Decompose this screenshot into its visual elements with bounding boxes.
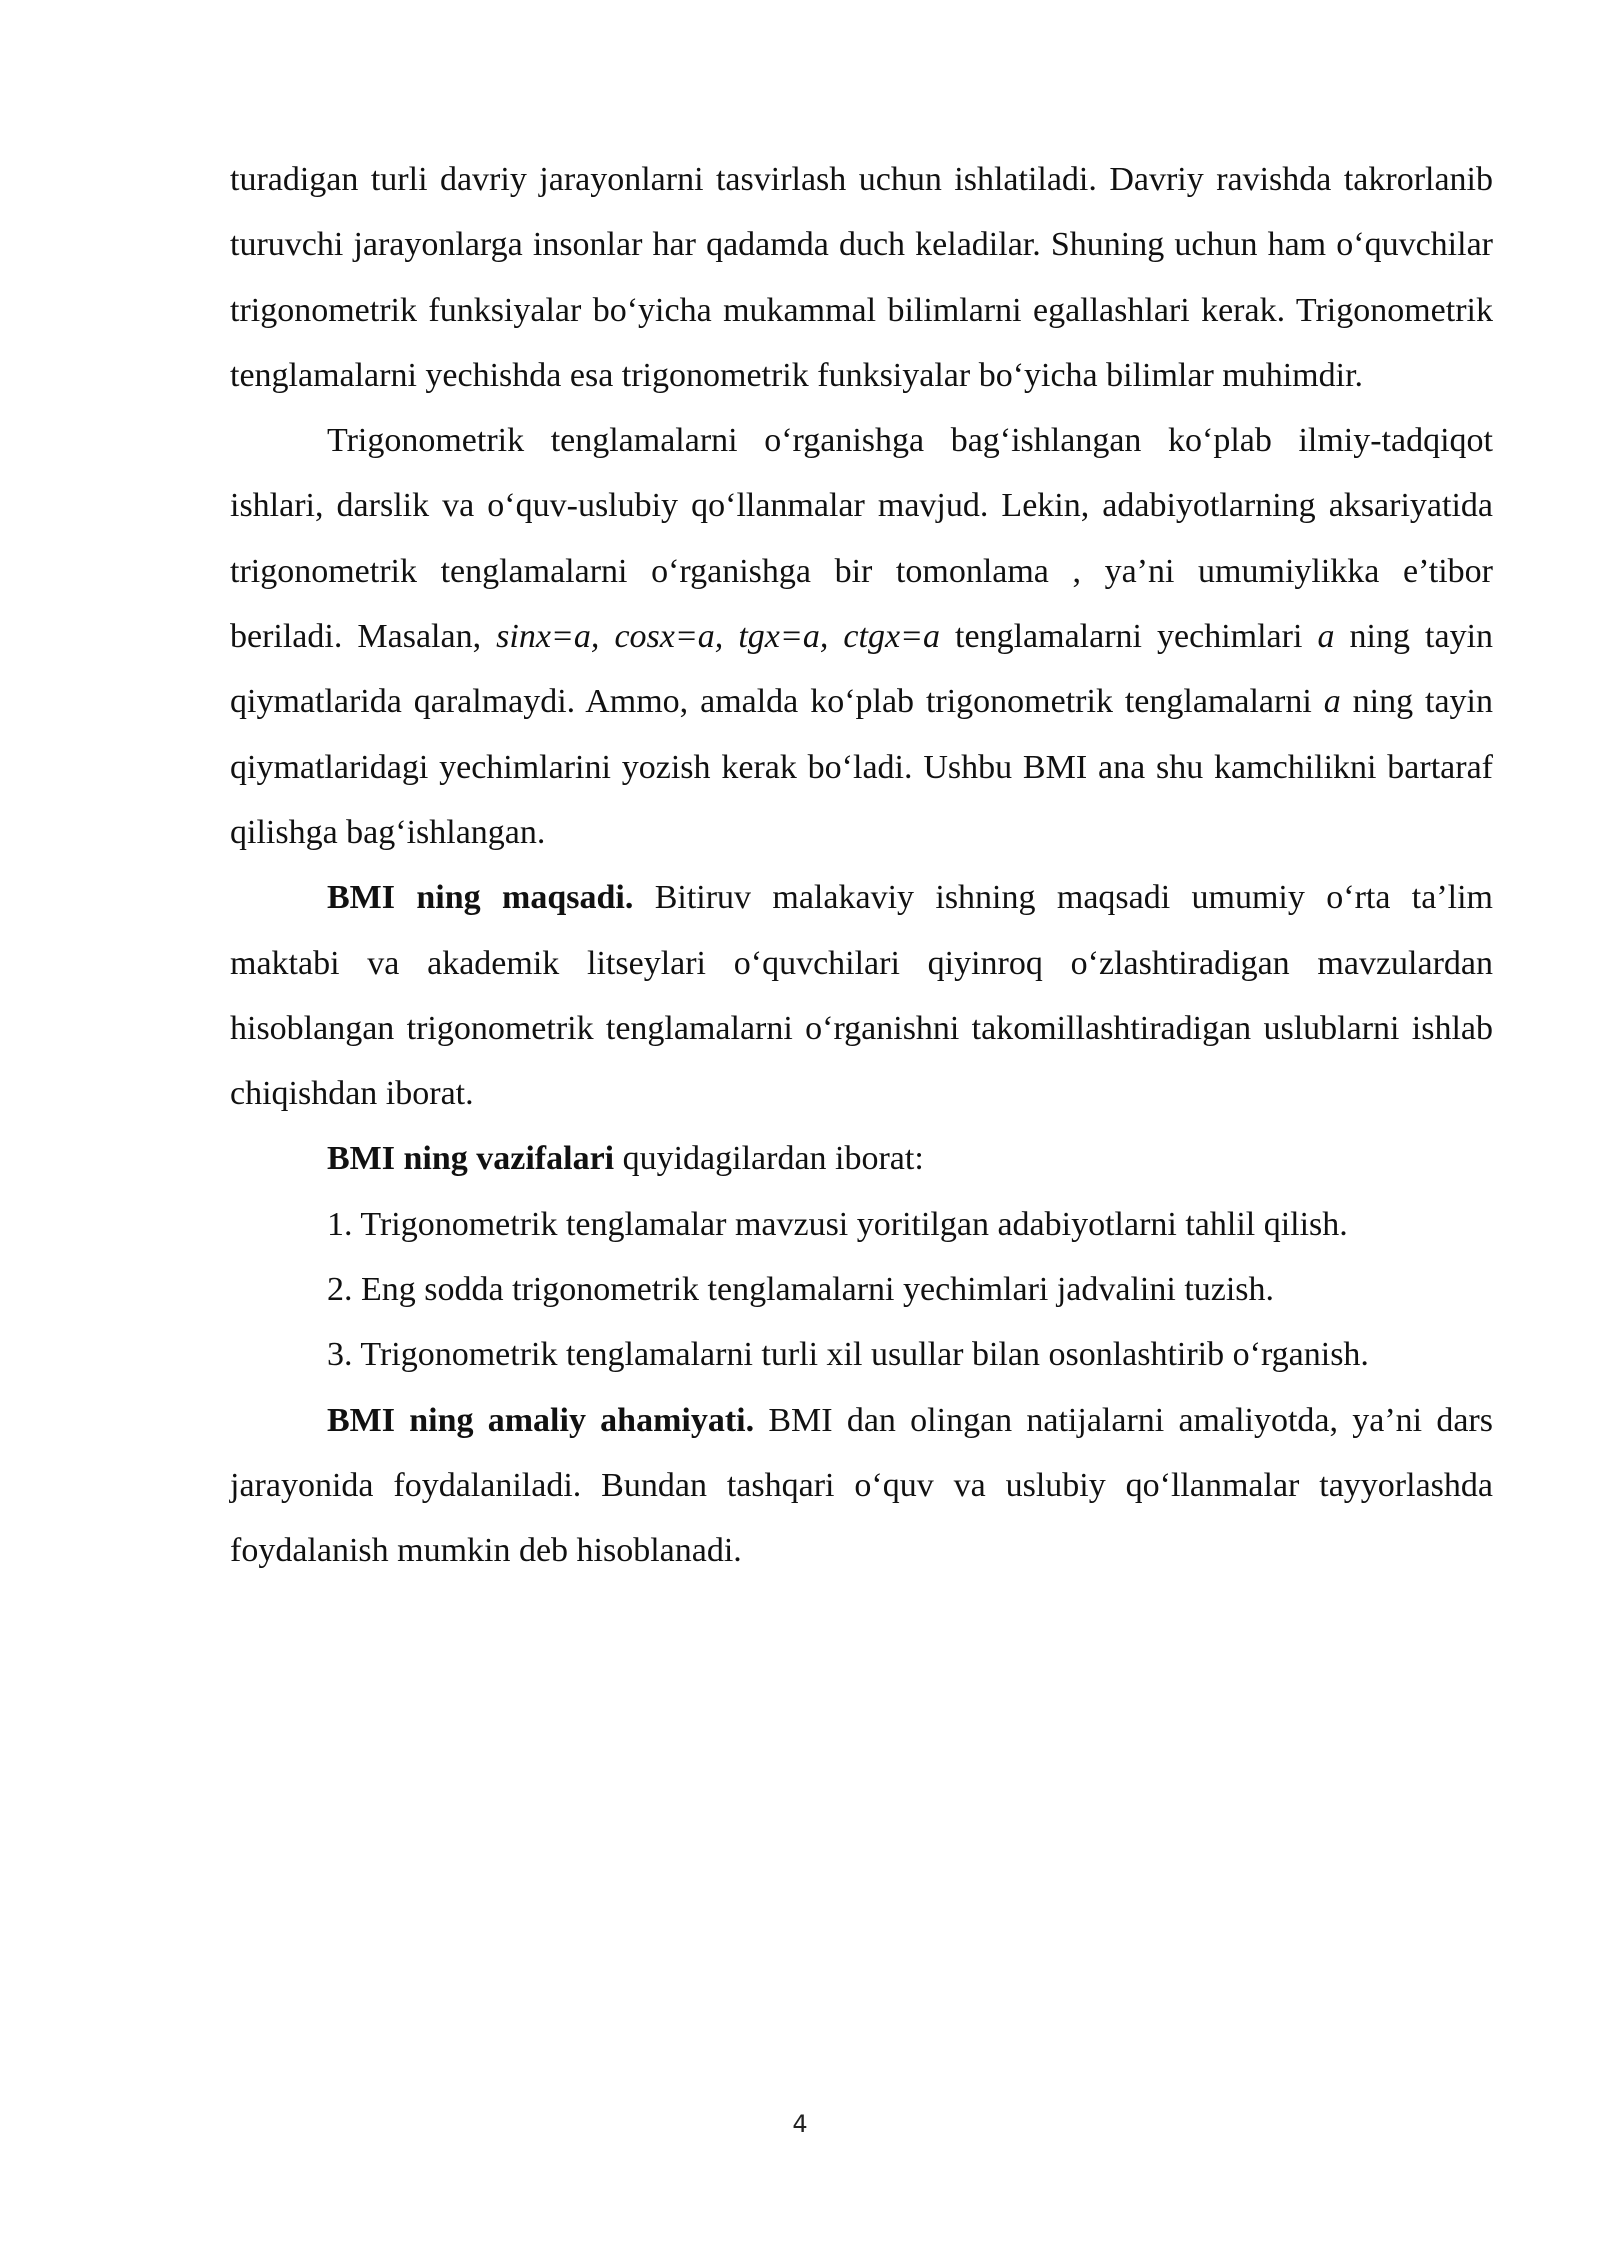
paragraph-text: ning tayin qiymatlaridagi yechimlarini yozish kerak bo‘ladi. Ushbu BMI ana shu kamchilikni bartaraf qilishga bag‘ishlangan. bbox=[230, 683, 1493, 851]
paragraph-goal bbox=[230, 865, 1493, 1126]
equation-ctg: ctgx=a bbox=[843, 618, 940, 656]
paragraph-tasks bbox=[230, 1126, 1493, 1191]
section-heading-goal: BMI ning maqsadi. bbox=[327, 879, 634, 917]
paragraph-text: ning tayin qiymatlarida qaralmaydi. Ammo, amalda ko‘plab trigonometrik tenglamalarni bbox=[230, 618, 1494, 721]
list-item: 2. Eng sodda trigonometrik tenglamalarni yechimlari jadvalini tuzish. bbox=[327, 1271, 1275, 1309]
paragraph-text: tenglamalarni yechimlari bbox=[939, 618, 1318, 656]
body-text bbox=[230, 147, 1493, 1584]
paragraph-intro: turadigan turli davriy jarayonlarni tasvirlash uchun ishlatiladi. Davriy ravishda takrorlanib turuvchi jarayonlarga insonlar har qadamda duch keladilar. Shuning uchun ham o‘quvchilar trigonometrik funksiyalar bo‘yicha mukammal bilimlarni egallashlari kerak. Trigonometrik tenglamalarni yechishda esa trigonometrik funksiyalar bo‘yicha bilimlar muhimdir. bbox=[230, 161, 1493, 394]
section-heading-tasks: BMI ning vazifalari bbox=[327, 1140, 615, 1178]
equation-tg: tgx=a, bbox=[738, 618, 829, 656]
list-item: 1. Trigonometrik tenglamalar mavzusi yoritilgan adabiyotlarni tahlil qilish. bbox=[327, 1205, 1348, 1243]
paragraph-text: quyidagilardan iborat: bbox=[614, 1140, 924, 1178]
section-heading-practical: BMI ning amaliy ahamiyati. bbox=[327, 1401, 755, 1439]
paragraph-text: BMI dan olingan natijalarni amaliyotda, ya’ni dars jarayonida foydalaniladi. Bundan tashqari o‘quv va uslubiy qo‘llanmalar tayyorlashda foydalanish mumkin deb hisoblanadi. bbox=[230, 1401, 1493, 1570]
variable-a: a bbox=[1317, 618, 1335, 656]
list-item: 3. Trigonometrik tenglamalarni turli xil usullar bilan osonlashtirib o‘rganish. bbox=[327, 1336, 1369, 1374]
equation-sin: sinx=a, bbox=[496, 618, 600, 656]
paragraph-literature bbox=[230, 408, 1493, 865]
equation-cos: cosx=a, bbox=[614, 618, 724, 656]
paragraph-text: Trigonometrik tenglamalarni o‘rganishga bag‘ishlangan ko‘plab ilmiy-tadqiqot ishlari, darslik va o‘quv-uslubiy qo‘llanmalar mavjud. Lekin, adabiyotlarning aksariyatida trigonometrik tenglamalarni o‘rganishga bir tomonlama , ya’ni umumiylikka e’tibor beriladi. Masalan, bbox=[230, 422, 1493, 656]
paragraph-text: Bitiruv malakaviy ishning maqsadi umumiy o‘rta ta’lim maktabi va akademik litseylari o‘quvchilari qiyinroq o‘zlashtiradigan mavzulardan hisoblangan trigonometrik tenglamalarni o‘rganishni takomillashtiradigan uslublarni ishlab chiqishdan iborat. bbox=[230, 879, 1493, 1113]
variable-a: a bbox=[1323, 683, 1341, 721]
paragraph-practical bbox=[230, 1388, 1493, 1584]
page-number: 4 bbox=[792, 2110, 808, 2138]
